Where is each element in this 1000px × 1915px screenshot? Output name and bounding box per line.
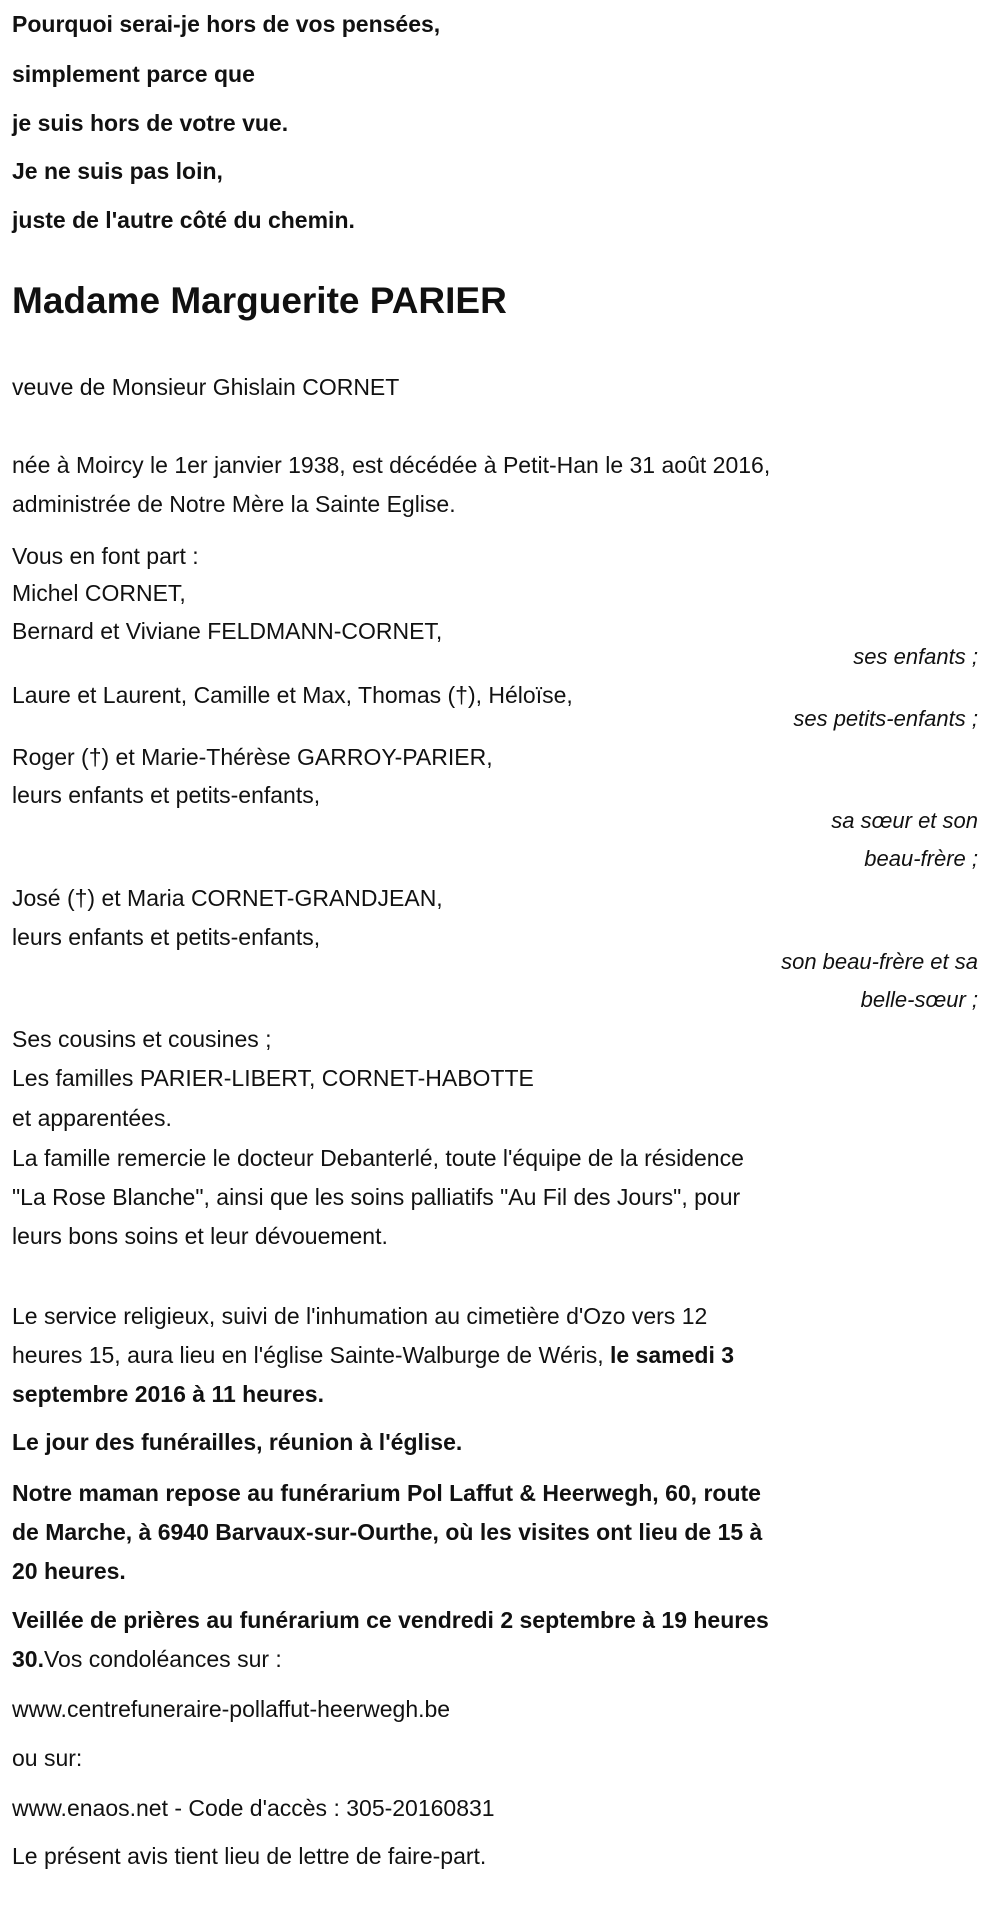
- service-line: septembre 2016 à 11 heures.: [12, 1381, 324, 1407]
- funeral-home-link[interactable]: www.centrefuneraire-pollaffut-heerwegh.be: [12, 1696, 451, 1722]
- service-text: heures 15, aura lieu en l'église Sainte-Walburge de Wéris,: [12, 1342, 611, 1368]
- thanks-line: "La Rose Blanche", ainsi que les soins palliatifs "Au Fil des Jours", pour: [12, 1184, 741, 1210]
- family-line: Bernard et Viviane FELDMANN-CORNET,: [12, 618, 443, 644]
- closing-line: Le présent avis tient lieu de lettre de faire-part.: [12, 1843, 487, 1869]
- poem-line: Pourquoi serai-je hors de vos pensées,: [12, 11, 441, 37]
- family-line: leurs enfants et petits-enfants,: [12, 782, 321, 808]
- poem-line: je suis hors de votre vue.: [12, 110, 289, 136]
- relation-label: sa sœur et son: [831, 808, 978, 833]
- relation-label: beau-frère ;: [864, 846, 978, 871]
- thanks-line: leurs bons soins et leur dévouement.: [12, 1223, 388, 1249]
- vigil-time: 30.: [12, 1646, 44, 1672]
- or-label: ou sur:: [12, 1745, 83, 1771]
- widow-line: veuve de Monsieur Ghislain CORNET: [12, 374, 400, 400]
- service-line: [12, 1340, 734, 1370]
- relation-label: ses enfants ;: [853, 644, 978, 669]
- announce-line: Vous en font part :: [12, 543, 199, 569]
- service-date: le samedi 3: [610, 1342, 735, 1368]
- rest-line: de Marche, à 6940 Barvaux-sur-Ourthe, où les visites ont lieu de 15 à: [12, 1519, 763, 1545]
- family-line: Ses cousins et cousines ;: [12, 1026, 272, 1052]
- poem-line: juste de l'autre côté du chemin.: [12, 207, 355, 233]
- page-title: Madame Marguerite PARIER: [12, 280, 507, 321]
- condolences-label: Vos condoléances sur :: [43, 1646, 282, 1672]
- family-line: et apparentées.: [12, 1105, 172, 1131]
- family-line: Les familles PARIER-LIBERT, CORNET-HABOTTE: [12, 1065, 534, 1091]
- family-line: José (†) et Maria CORNET-GRANDJEAN,: [12, 885, 443, 911]
- relation-label: son beau-frère et sa: [781, 949, 978, 974]
- vigil-line: Veillée de prières au funérarium ce vendredi 2 septembre à 19 heures: [12, 1607, 769, 1633]
- sacrament-line: administrée de Notre Mère la Sainte Eglise.: [12, 491, 456, 517]
- birth-line: née à Moircy le 1er janvier 1938, est décédée à Petit-Han le 31 août 2016,: [12, 452, 771, 478]
- enaos-link[interactable]: www.enaos.net - Code d'accès : 305-20160831: [12, 1795, 495, 1821]
- family-line: Roger (†) et Marie-Thérèse GARROY-PARIER,: [12, 744, 493, 770]
- service-line: Le service religieux, suivi de l'inhumation au cimetière d'Ozo vers 12: [12, 1303, 708, 1329]
- poem-line: simplement parce que: [12, 61, 255, 87]
- family-line: leurs enfants et petits-enfants,: [12, 924, 321, 950]
- rest-line: Notre maman repose au funérarium Pol Laffut & Heerwegh, 60, route: [12, 1480, 761, 1506]
- family-line: Michel CORNET,: [12, 580, 186, 606]
- relation-label: ses petits-enfants ;: [793, 706, 978, 731]
- family-line: Laure et Laurent, Camille et Max, Thomas (†), Héloïse,: [12, 682, 573, 708]
- meeting-line: Le jour des funérailles, réunion à l'église.: [12, 1429, 463, 1455]
- thanks-line: La famille remercie le docteur Debanterlé, toute l'équipe de la résidence: [12, 1145, 744, 1171]
- vigil-line: [12, 1644, 282, 1674]
- rest-line: 20 heures.: [12, 1558, 126, 1584]
- relation-label: belle-sœur ;: [860, 987, 978, 1012]
- poem-line: Je ne suis pas loin,: [12, 158, 223, 184]
